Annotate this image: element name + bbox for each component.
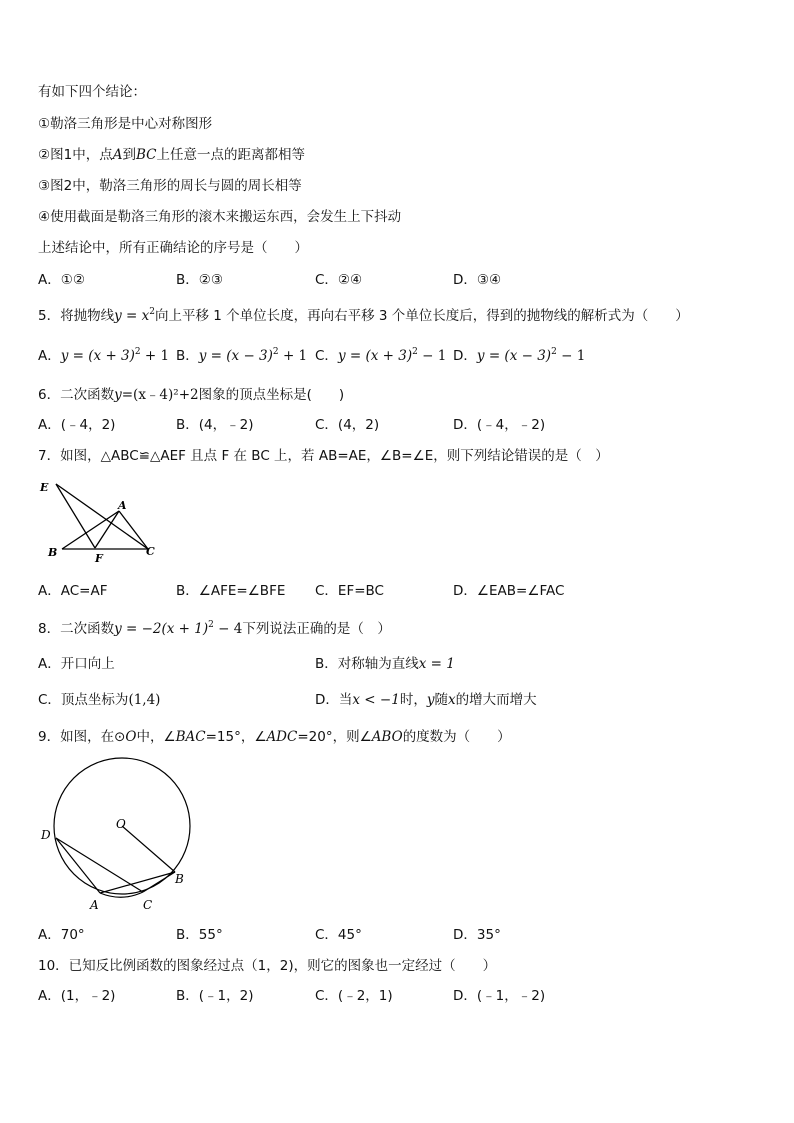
q7-option-b[interactable]: B．∠AFE=∠BFE	[176, 583, 286, 599]
q9-option-c[interactable]: C．45°	[315, 927, 362, 943]
q7-label-b: B	[48, 546, 58, 559]
q9-option-d[interactable]: D．35°	[453, 927, 501, 943]
q7-stem: 7．如图，△ABC≌△AEF 且点 F 在 BC 上，若 AB=AE，∠B=∠E，则下列结论错误的是（ ）	[38, 448, 609, 464]
q7-option-c[interactable]: C．EF=BC	[315, 583, 384, 599]
q10-option-b[interactable]: B．(﹣1，2)	[176, 988, 254, 1004]
q7-triangle-figure	[38, 478, 168, 568]
q9-stem: 9．如图，在⊙O中，∠BAC=15°，∠ADC=20°，则∠ABO的度数为（ ）	[38, 729, 511, 745]
q9-label-a: A	[90, 898, 99, 912]
intro-option-d[interactable]: D．③④	[453, 272, 502, 288]
q8-option-a[interactable]: A．开口向上	[38, 656, 115, 672]
q6-option-a[interactable]: A．(﹣4，2)	[38, 417, 116, 433]
intro-option-a[interactable]: A．①②	[38, 272, 85, 288]
q9-label-d: D	[41, 828, 51, 842]
q8-option-d[interactable]: D．当x < −1时，y随x的增大而增大	[315, 692, 537, 708]
intro-heading: 有如下四个结论：	[38, 84, 146, 100]
q7-label-a: A	[118, 499, 127, 512]
q6-stem: 6．二次函数y=(x﹣4)²+2图象的顶点坐标是( )	[38, 387, 345, 403]
q10-option-d[interactable]: D．(﹣1，﹣2)	[453, 988, 546, 1004]
q10-stem: 10．已知反比例函数的图象经过点（1，2)，则它的图象也一定经过（ ）	[38, 958, 497, 974]
q7-label-e: E	[40, 481, 49, 494]
q5-option-c[interactable]: C．$y = (x + 3)^2 - 1$	[315, 347, 447, 364]
q6-option-c[interactable]: C．(4，2)	[315, 417, 380, 433]
conclusion-2: ②图1中，点A到BC上任意一点的距离都相等	[38, 147, 305, 163]
conclusion-3: ③图2中，勒洛三角形的周长与圆的周长相等	[38, 178, 302, 194]
conclusion-4: ④使用截面是勒洛三角形的滚木来搬运东西，会发生上下抖动	[38, 209, 402, 225]
q9-label-c: C	[143, 898, 153, 912]
q10-option-c[interactable]: C．(﹣2，1)	[315, 988, 393, 1004]
q7-option-a[interactable]: A．AC=AF	[38, 583, 108, 599]
intro-question: 上述结论中，所有正确结论的序号是（ ）	[38, 240, 308, 256]
q6-option-b[interactable]: B．(4，﹣2)	[176, 417, 254, 433]
q9-circle-figure	[38, 758, 198, 910]
intro-option-c[interactable]: C．②④	[315, 272, 363, 288]
q10-option-a[interactable]: A．(1，﹣2)	[38, 988, 116, 1004]
q9-label-o: O	[116, 817, 126, 831]
q5-option-b[interactable]: B．$y = (x - 3)^2 + 1$	[176, 347, 308, 364]
q7-label-c: C	[146, 545, 155, 558]
conclusion-1: ①勒洛三角形是中心对称图形	[38, 116, 213, 132]
q8-option-c[interactable]: C．顶点坐标为(1,4)	[38, 692, 161, 708]
q9-option-b[interactable]: B．55°	[176, 927, 223, 943]
q5-option-d[interactable]: D．$y = (x - 3)^2 - 1$	[453, 347, 586, 364]
q6-option-d[interactable]: D．(﹣4，﹣2)	[453, 417, 546, 433]
q5-option-a[interactable]: A．$y = (x + 3)^2 + 1$	[38, 347, 170, 364]
q7-label-f: F	[95, 552, 103, 565]
q9-label-b: B	[175, 872, 184, 886]
q8-stem: 8．二次函数$y = -2(x + 1)^2 - 4$下列说法正确的是（ ）	[38, 620, 391, 637]
q7-option-d[interactable]: D．∠EAB=∠FAC	[453, 583, 565, 599]
q9-option-a[interactable]: A．70°	[38, 927, 85, 943]
q5-stem: 5．将抛物线$y = x^2$向上平移 1 个单位长度，再向右平移 3 个单位长度后，得到的抛物线的解析式为（ ）	[38, 307, 689, 324]
intro-option-b[interactable]: B．②③	[176, 272, 223, 288]
q8-option-b[interactable]: B．对称轴为直线x = 1	[315, 656, 455, 672]
